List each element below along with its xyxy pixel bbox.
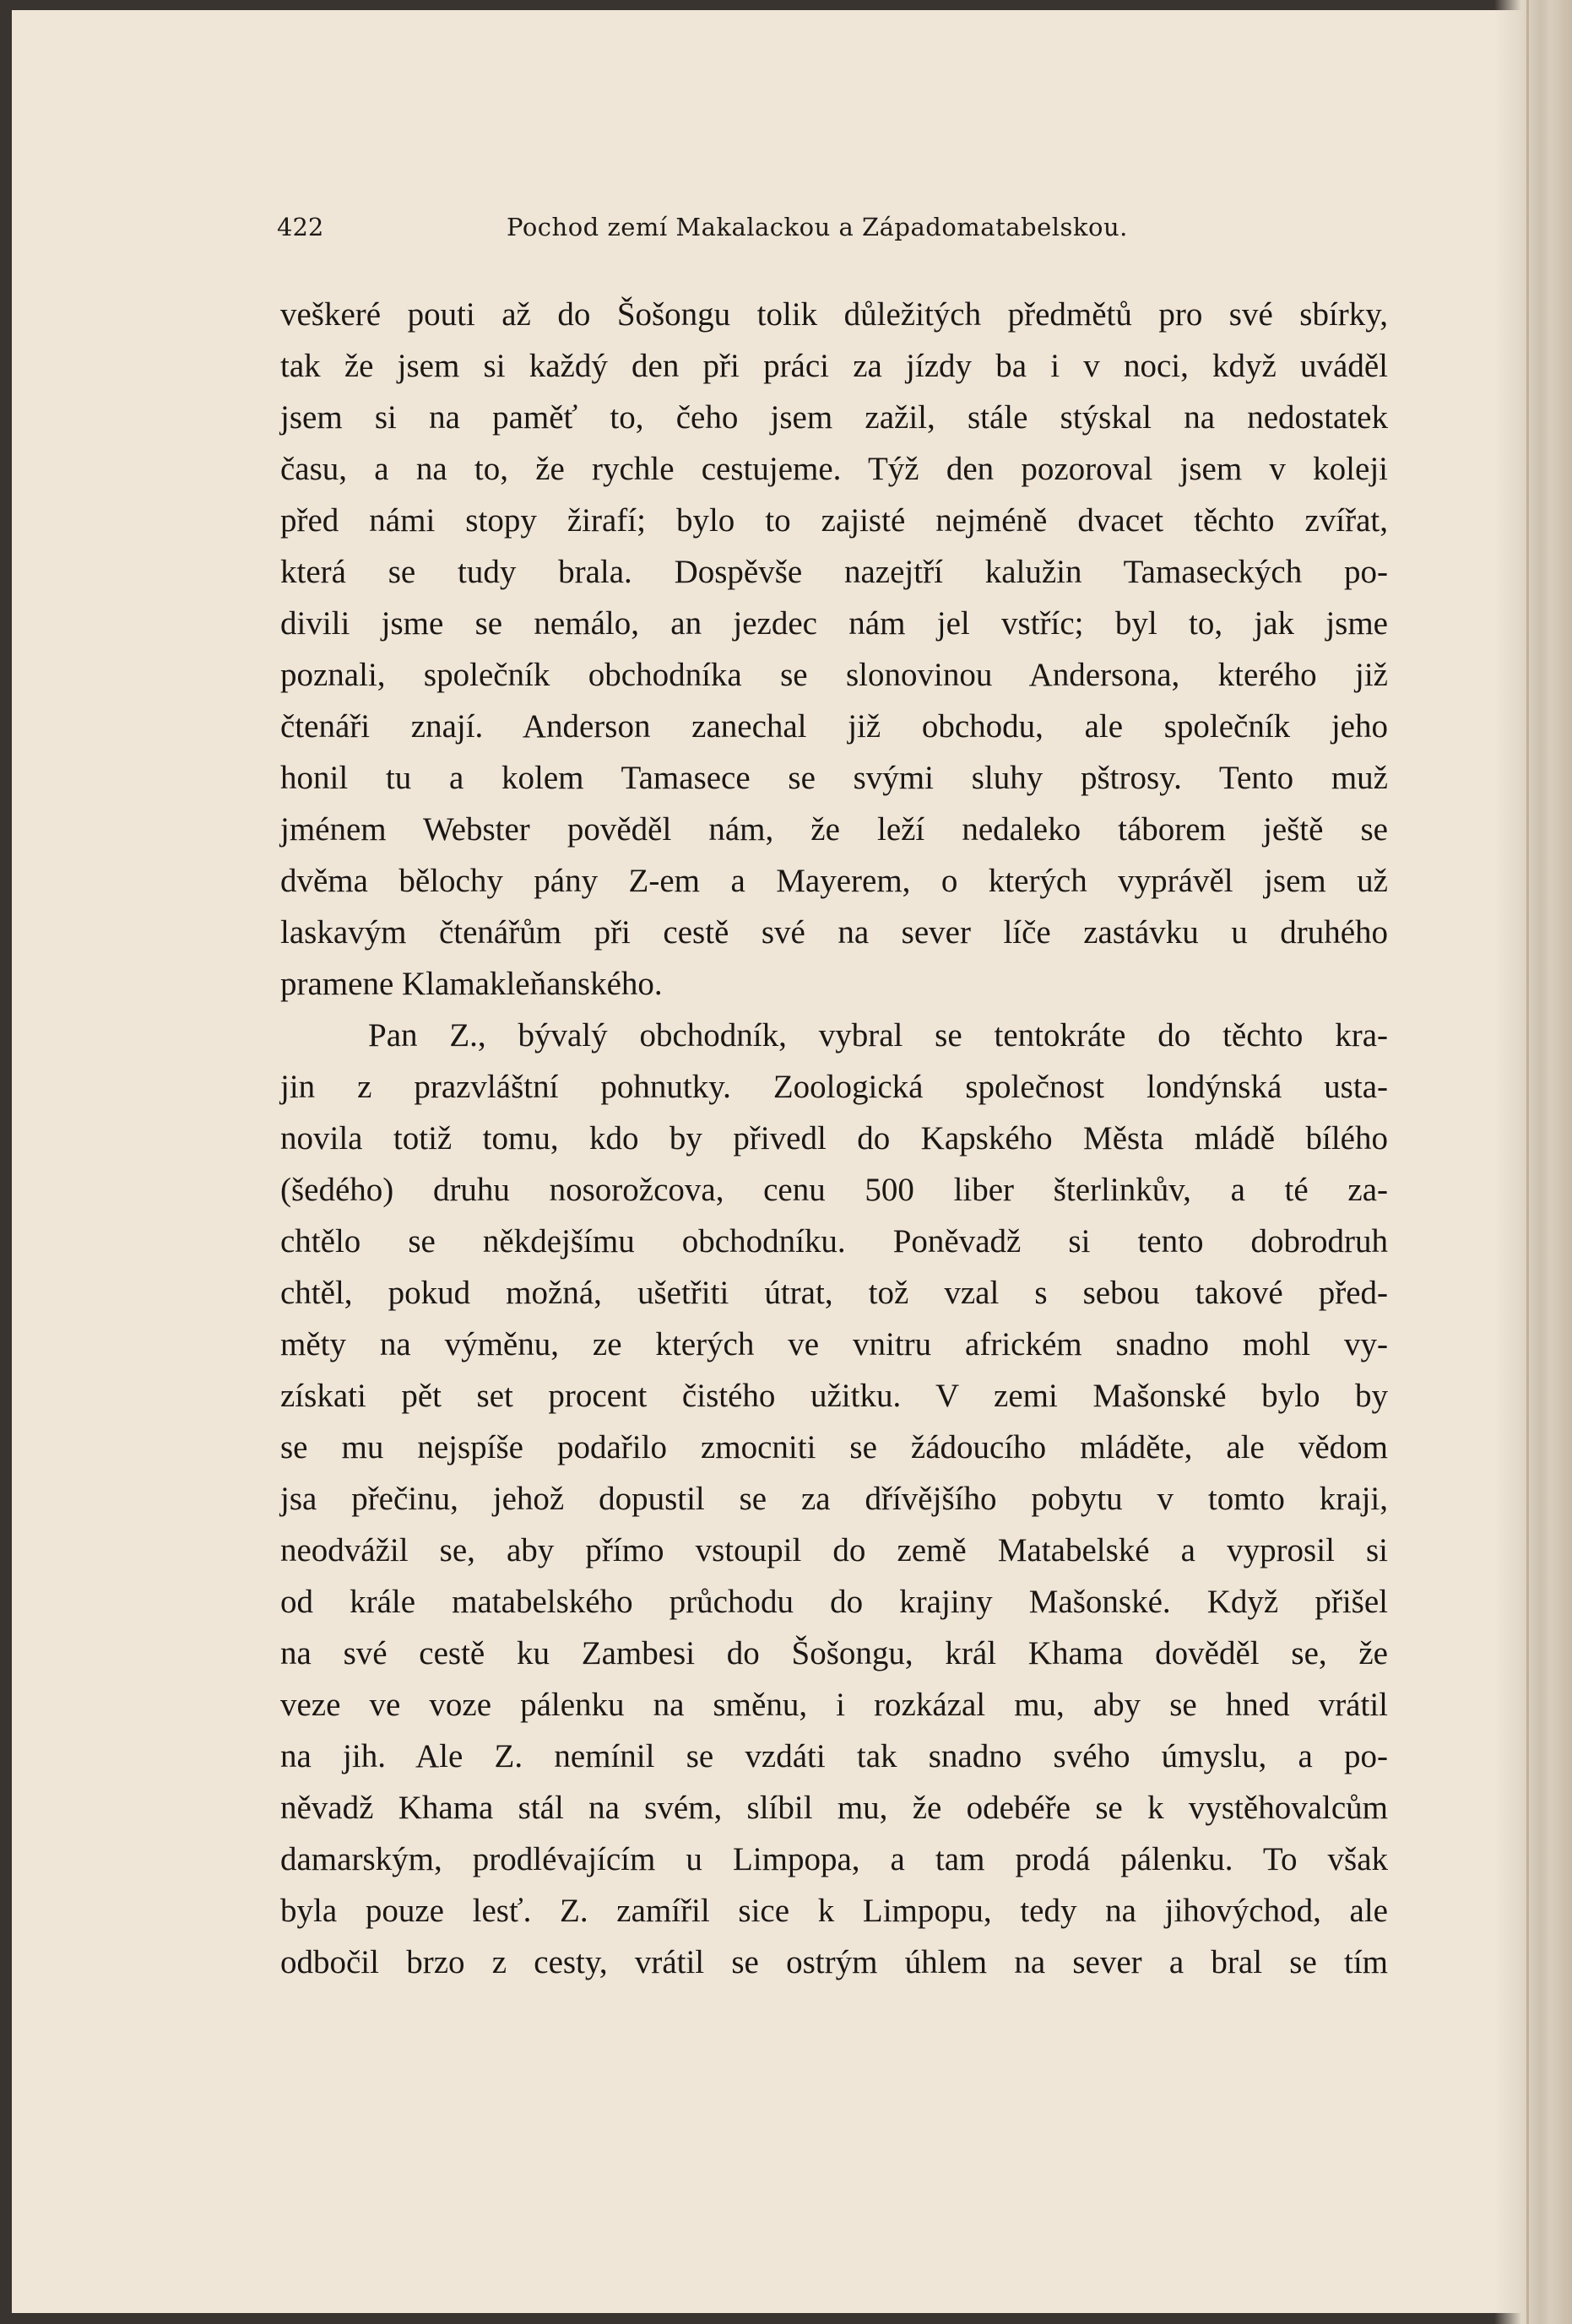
text-line: chtělo se někdejšímu obchodníku. Poněvadž si tento dobrodruh bbox=[280, 1223, 1388, 1260]
page-number: 422 bbox=[277, 213, 324, 241]
paragraph bbox=[280, 289, 1388, 1010]
text-line: něvadž Khama stál na svém, slíbil mu, že odebéře se k vystěhovalcům bbox=[280, 1790, 1388, 1826]
text-line: se mu nejspíše podařilo zmocniti se žádoucího mláděte, ale vědom bbox=[280, 1429, 1388, 1465]
text-line: neodvážil se, aby přímo vstoupil do země Matabelské a vyprosil si bbox=[280, 1532, 1388, 1568]
text-line: Pan Z., bývalý obchodník, vybral se tentokráte do těchto kra- bbox=[368, 1017, 1388, 1054]
text-line: veze ve voze pálenku na směnu, i rozkázal mu, aby se hned vrátil bbox=[280, 1687, 1388, 1723]
text-line: získati pět set procent čistého užitku. V zemi Mašonské bylo by bbox=[280, 1378, 1388, 1414]
scan-border-bottom bbox=[0, 2313, 1572, 2324]
text-line: jsem si na paměť to, čeho jsem zažil, stále stýskal na nedostatek bbox=[280, 399, 1388, 436]
text-line: tak že jsem si každý den při práci za jízdy ba i v noci, když uváděl bbox=[280, 348, 1388, 384]
text-line: laskavým čtenářům při cestě své na sever líče zastávku u druhého bbox=[280, 914, 1388, 951]
page-gutter-edge bbox=[1526, 0, 1529, 2324]
text-line: (šedého) druhu nosorožcova, cenu 500 liber šterlinkův, a té za- bbox=[280, 1172, 1388, 1208]
text-line: honil tu a kolem Tamasece se svými sluhy pštrosy. Tento muž bbox=[280, 760, 1388, 796]
text-line: na své cestě ku Zambesi do Šošongu, král Khama dověděl se, že bbox=[280, 1635, 1388, 1671]
running-head bbox=[277, 213, 1391, 246]
text-line: čtenáři znají. Anderson zanechal již obchodu, ale společník jeho bbox=[280, 708, 1388, 745]
text-line: pramene Klamakleňanského. bbox=[280, 966, 663, 1002]
text-line: která se tudy brala. Dospěvše nazejtří kalužin Tamaseckých po- bbox=[280, 554, 1388, 590]
text-line: měty na výměnu, ze kterých ve vnitru africkém snadno mohl vy- bbox=[280, 1326, 1388, 1362]
text-line: novila totiž tomu, kdo by přivedl do Kapského Města mládě bílého bbox=[280, 1120, 1388, 1157]
text-line: jsa přečinu, jehož dopustil se za dřívějšího pobytu v tomto kraji, bbox=[280, 1481, 1388, 1517]
text-line: damarským, prodlévajícím u Limpopa, a tam prodá pálenku. To však bbox=[280, 1841, 1388, 1877]
scan-border-top bbox=[0, 0, 1572, 10]
text-line: byla pouze lesť. Z. zamířil sice k Limpopu, tedy na jihovýchod, ale bbox=[280, 1893, 1388, 1929]
scan-border-left bbox=[0, 0, 12, 2324]
text-line: poznali, společník obchodníka se slonovinou Andersona, kterého již bbox=[280, 657, 1388, 693]
text-line: divili jsme se nemálo, an jezdec nám jel vstříc; byl to, jak jsme bbox=[280, 605, 1388, 642]
text-line: před námi stopy žirafí; bylo to zajisté nejméně dvacet těchto zvířat, bbox=[280, 502, 1388, 539]
text-line: jménem Webster pověděl nám, že leží nedaleko táborem ještě se bbox=[280, 811, 1388, 848]
running-title: Pochod zemí Makalackou a Západomatabelskou. bbox=[507, 213, 1128, 241]
body-text bbox=[280, 289, 1388, 1988]
text-line: chtěl, pokud možná, ušetřiti útrat, tož vzal s sebou takové před- bbox=[280, 1275, 1388, 1311]
text-line: dvěma bělochy pány Z-em a Mayerem, o kterých vyprávěl jsem už bbox=[280, 863, 1388, 899]
page-gutter bbox=[1494, 0, 1572, 2324]
text-line: veškeré pouti až do Šošongu tolik důležitých předmětů pro své sbírky, bbox=[280, 296, 1388, 333]
text-line: času, a na to, že rychle cestujeme. Týž den pozoroval jsem v koleji bbox=[280, 451, 1388, 487]
text-line: od krále matabelského průchodu do krajiny Mašonské. Když přišel bbox=[280, 1584, 1388, 1620]
paragraph bbox=[280, 1010, 1388, 1988]
text-line: na jih. Ale Z. nemínil se vzdáti tak snadno svého úmyslu, a po- bbox=[280, 1738, 1388, 1774]
text-line: jin z prazvláštní pohnutky. Zoologická společnost londýnská usta- bbox=[280, 1069, 1388, 1105]
text-line: odbočil brzo z cesty, vrátil se ostrým úhlem na sever a bral se tím bbox=[280, 1944, 1388, 1980]
